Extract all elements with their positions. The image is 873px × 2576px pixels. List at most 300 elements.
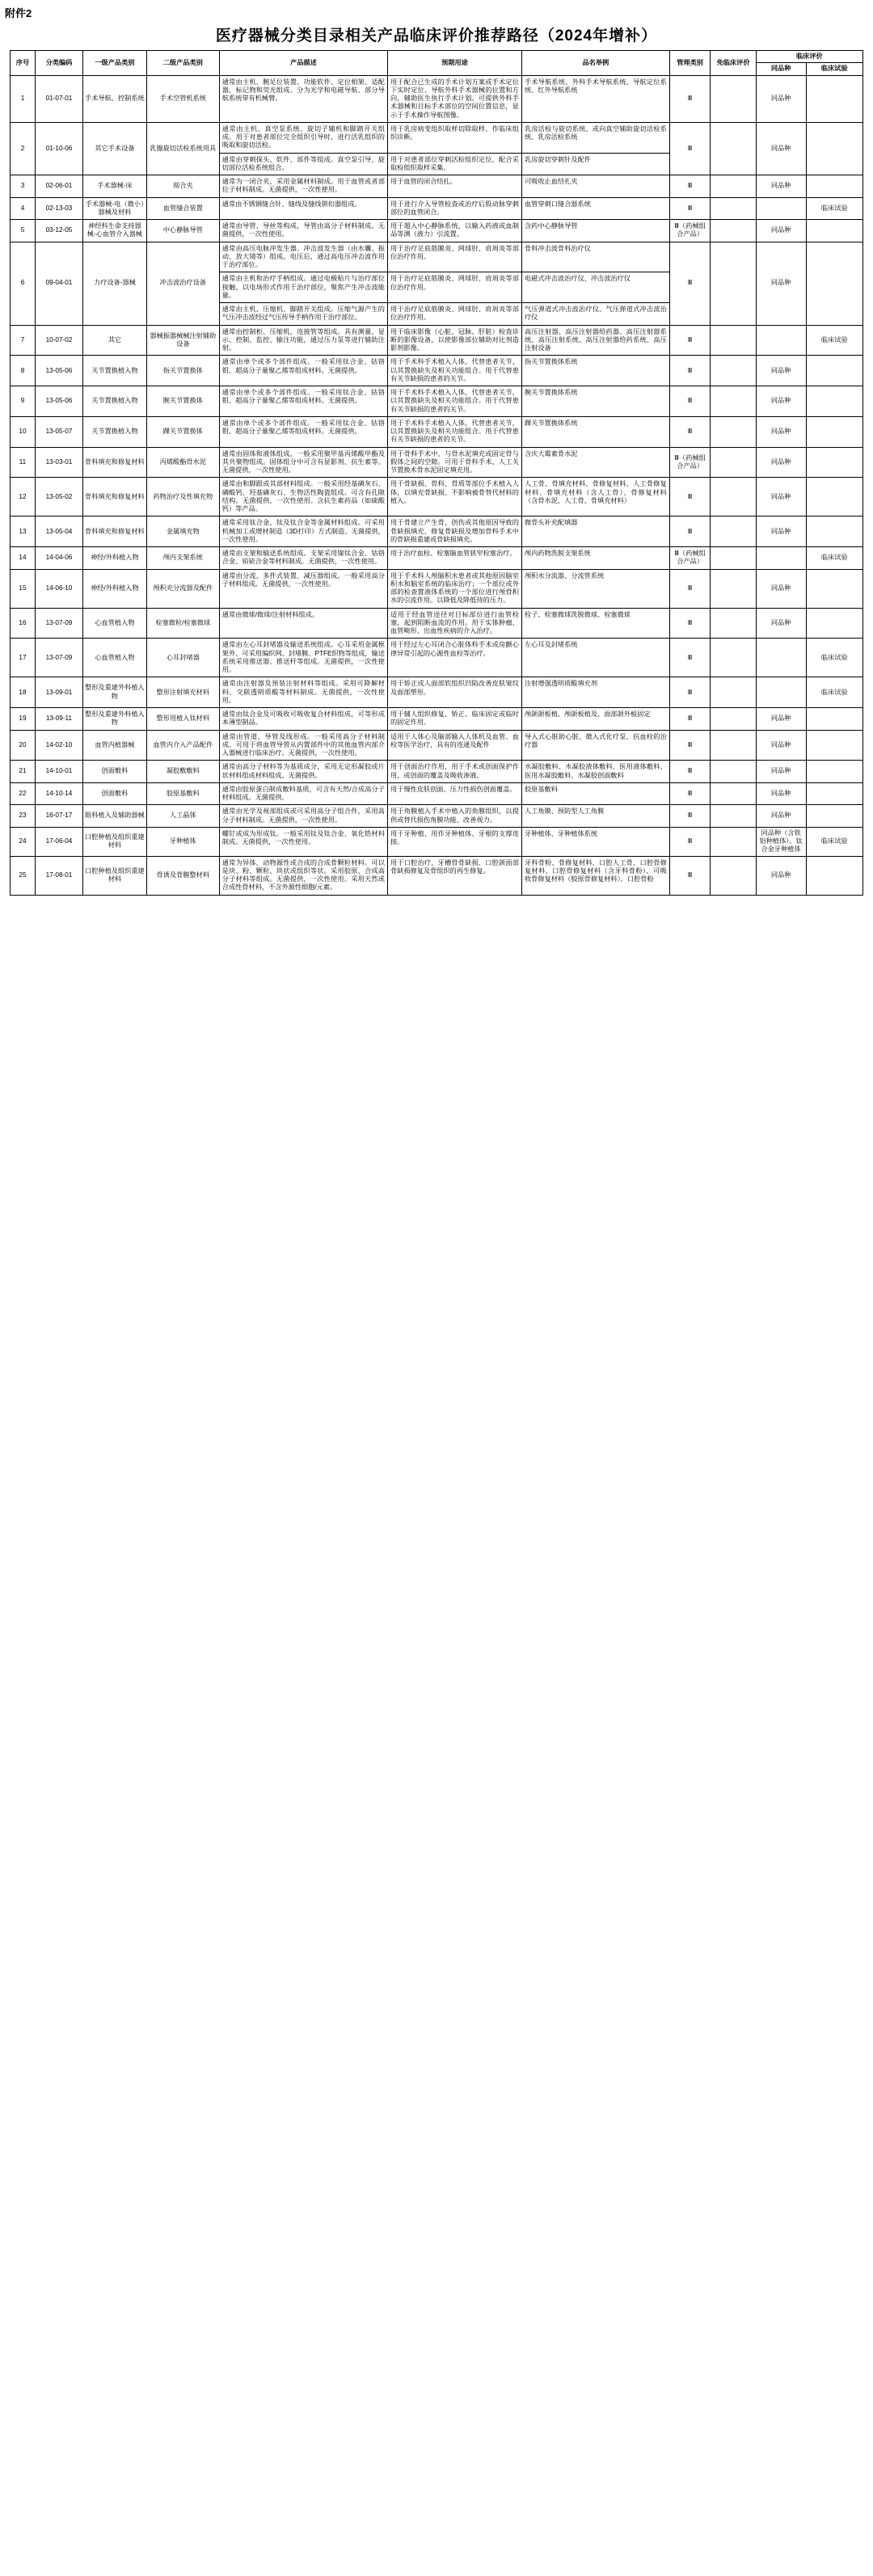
cell-cat2: 器械振器械械注射辅助设备 bbox=[146, 325, 219, 356]
cell-cat1: 关节置换植入物 bbox=[83, 416, 147, 447]
th-desc: 产品描述 bbox=[219, 51, 387, 76]
cell-cat2: 血管缝合装置 bbox=[146, 197, 219, 220]
cell-cat1: 神经/外科植入物 bbox=[83, 547, 147, 570]
cell-class: Ⅲ bbox=[669, 356, 711, 386]
cell-clinical-trial bbox=[806, 608, 862, 639]
cell-pre-clinical bbox=[711, 827, 756, 856]
cell-no: 9 bbox=[11, 386, 36, 417]
cell-class: Ⅲ（药械组合产品） bbox=[669, 547, 711, 570]
table-row bbox=[11, 677, 863, 708]
cell-no: 24 bbox=[11, 827, 36, 856]
cell-class: Ⅲ bbox=[669, 242, 711, 325]
cell-purpose: 用于手术科手术植入人体，代替患者关节，以其置换缺失及相关功能组合。用于代替患有关节缺损的患者的关节。 bbox=[387, 356, 521, 386]
cell-cat2: 腕关节置换体 bbox=[146, 386, 219, 417]
table-row bbox=[11, 608, 863, 639]
cell-no: 1 bbox=[11, 75, 36, 122]
cell-class: Ⅲ（药械组合产品） bbox=[669, 220, 711, 242]
table-row bbox=[11, 122, 863, 153]
cell-no: 5 bbox=[11, 220, 36, 242]
table-body bbox=[11, 75, 863, 895]
cell-desc: 通常由和脚跟或其部材料组成。一般采用经基磷灰石、磷酸钙、羟基磷灰石、生物活性陶瓷组成。可含有孔隙结构。无菌提供，一次性使用。含抗生素药品（如硫酸钙）等产品。 bbox=[219, 478, 387, 516]
cell-purpose: 用于手术科人颅脑积水患者或其他原因脑室积水和脑室系统的临床治疗；一个部位或外部的检查置液体系统的一个部位进行颅骨积水的引流作用。以降低及降低待的压力。 bbox=[387, 569, 521, 608]
cell-pre-clinical bbox=[711, 805, 756, 828]
cell-code: 13-05-04 bbox=[35, 516, 82, 547]
cell-desc: 通常由注射器及预装注射材料等组成。采用可降解材料、交联透明质酸等材料制成。无菌提供，一次性使用。 bbox=[219, 677, 387, 708]
th-pre-clinical: 免临床评价 bbox=[711, 51, 756, 76]
cell-cat2: 金属填充物 bbox=[146, 516, 219, 547]
cell-no: 11 bbox=[11, 447, 36, 478]
cell-pre-clinical bbox=[711, 175, 756, 198]
cell-cat1: 创面敷料 bbox=[83, 782, 147, 805]
cell-no: 8 bbox=[11, 356, 36, 386]
cell-example: 可吸收止血结扎夹 bbox=[521, 175, 669, 198]
cell-pre-clinical bbox=[711, 761, 756, 783]
cell-code: 02-13-03 bbox=[35, 197, 82, 220]
cell-class: Ⅲ bbox=[669, 639, 711, 677]
cell-same-kind: 同品种 bbox=[756, 478, 806, 516]
cell-cat2: 阅合夹 bbox=[146, 175, 219, 198]
cell-example: 乳房旋切穿刺针及配件 bbox=[521, 153, 669, 175]
cell-clinical-trial bbox=[806, 122, 862, 175]
cell-desc: 通常由主机、压缩机、脚踏开关组成。压缩气源产生的气压冲击波经过气压传导手柄作用于治疗部位。 bbox=[219, 303, 387, 326]
cell-code: 03-12-05 bbox=[35, 220, 82, 242]
attachment-label: 附件2 bbox=[5, 7, 32, 19]
cell-clinical-trial bbox=[806, 730, 862, 761]
cell-class: Ⅲ bbox=[669, 608, 711, 639]
cell-same-kind: 同品种 bbox=[756, 856, 806, 895]
th-code: 分类编码 bbox=[35, 51, 82, 76]
cell-desc: 通常由单个或多个部件组成。一般采用钛合金、钴铬钼、超高分子量聚乙烯等组成材料。无菌提供。 bbox=[219, 356, 387, 386]
cell-no: 20 bbox=[11, 730, 36, 761]
cell-class: Ⅲ bbox=[669, 730, 711, 761]
cell-same-kind: 同品种 bbox=[756, 447, 806, 478]
cell-example: 含庆大霉素骨水泥 bbox=[521, 447, 669, 478]
cell-pre-clinical bbox=[711, 75, 756, 122]
cell-class: Ⅲ bbox=[669, 175, 711, 198]
cell-same-kind bbox=[756, 325, 806, 356]
cell-example: 颅积水分流器、分流管系统 bbox=[521, 569, 669, 608]
cell-class: Ⅲ bbox=[669, 569, 711, 608]
cell-cat1: 血管内植器械 bbox=[83, 730, 147, 761]
cell-clinical-trial bbox=[806, 386, 862, 417]
cell-class: Ⅲ bbox=[669, 325, 711, 356]
cell-same-kind: 同品种 bbox=[756, 175, 806, 198]
cell-cat2: 药物治疗及性填充物 bbox=[146, 478, 219, 516]
cell-example: 水凝胶敷料、水凝胶液体敷料、医用液体敷料、医用水凝胶敷料、水凝胶创面敷料 bbox=[521, 761, 669, 783]
cell-cat2: 牙种植体 bbox=[146, 827, 219, 856]
cell-purpose: 用于治疗足底筋膜炎、网球肘、肩周炎等部位治疗作用。 bbox=[387, 272, 521, 303]
cell-clinical-trial bbox=[806, 708, 862, 731]
cell-same-kind: 同品种 bbox=[756, 761, 806, 783]
cell-pre-clinical bbox=[711, 122, 756, 175]
th-clinical-trial: 临床试验 bbox=[806, 63, 862, 75]
cell-class: Ⅲ bbox=[669, 386, 711, 417]
cell-cat1: 骨科填充和修复材料 bbox=[83, 478, 147, 516]
cell-same-kind: 同品种 bbox=[756, 569, 806, 608]
cell-example: 牙科骨粉、骨修复材料、口腔人工骨、口腔骨修复材料、口腔骨修复材料（含牙科骨粉）、可吸收骨修复材料（胶原骨修复材料）、口腔骨粉 bbox=[521, 856, 669, 895]
cell-desc: 通常由主机、腕足位装置、功能软件、定位相架、适配器、标记物和荧光组成。分为光学和电磁导航、部分导航系统带有机械臂。 bbox=[219, 75, 387, 122]
cell-purpose: 用于治疗足底筋膜炎、网球肘、肩周炎等部位治疗作用。 bbox=[387, 242, 521, 272]
table-row bbox=[11, 386, 863, 417]
cell-purpose: 用于手术科手术植入人体，代替患者关节，以其置换缺失及相关功能组合。用于代替患有关节缺损的患者的关节。 bbox=[387, 386, 521, 417]
cell-example: 左心耳及封堵系统 bbox=[521, 639, 669, 677]
cell-no: 17 bbox=[11, 639, 36, 677]
cell-example: 微骨头补充配填器 bbox=[521, 516, 669, 547]
cell-pre-clinical bbox=[711, 856, 756, 895]
cell-clinical-trial bbox=[806, 242, 862, 325]
cell-cat2: 冲击波治疗设备 bbox=[146, 242, 219, 325]
cell-desc: 通常由导管、导丝等构成，导管由高分子材料制成。无菌提供，一次性使用。 bbox=[219, 220, 387, 242]
th-clinical-eval: 临床评价 bbox=[756, 51, 862, 63]
cell-example: 胶原基敷料 bbox=[521, 782, 669, 805]
cell-no: 25 bbox=[11, 856, 36, 895]
cell-example: 导入式心脏助心脏、微入式化疗泵、抗血栓的治疗器 bbox=[521, 730, 669, 761]
cell-no: 3 bbox=[11, 175, 36, 198]
table-row bbox=[11, 75, 863, 122]
cell-cat1: 心血管植入物 bbox=[83, 608, 147, 639]
cell-purpose: 用于骨科手术中，与骨水泥填充或固定骨与假体之间的空隙。可用于骨科手术、人工关节置换术骨水泥固定填充用。 bbox=[387, 447, 521, 478]
cell-cat1: 创面敷料 bbox=[83, 761, 147, 783]
cell-cat1: 整形及重建外科植入物 bbox=[83, 677, 147, 708]
cell-purpose: 用于牙种植、用作牙种植体、牙根的支撑连接。 bbox=[387, 827, 521, 856]
cell-code: 14-02-10 bbox=[35, 730, 82, 761]
cell-purpose: 用于治疗血栓、栓塞脑血管狭窄栓塞治疗。 bbox=[387, 547, 521, 570]
cell-purpose: 用于骨缺损、骨科、骨质等部位手术植入人体，以填充骨缺损、不影响被骨替代材料的植入。 bbox=[387, 478, 521, 516]
cell-same-kind bbox=[756, 197, 806, 220]
cell-code: 13-05-06 bbox=[35, 356, 82, 386]
cell-clinical-trial: 临床试验 bbox=[806, 197, 862, 220]
cell-desc: 通常由单个或多个部件组成。一般采用钛合金、钴铬钼、超高分子量聚乙烯等组成材料。无菌提供。 bbox=[219, 416, 387, 447]
cell-example: 乳房活检与旋切系统、或向真空辅助旋切活检系统、乳房活检系统 bbox=[521, 122, 669, 153]
cell-clinical-trial: 临床试验 bbox=[806, 325, 862, 356]
cell-pre-clinical bbox=[711, 516, 756, 547]
cell-code: 14-04-06 bbox=[35, 547, 82, 570]
cell-class: Ⅲ bbox=[669, 416, 711, 447]
cell-cat2: 颅内支架系统 bbox=[146, 547, 219, 570]
document-page bbox=[0, 5, 873, 2576]
cell-example: 骨科冲击波骨科治疗仪 bbox=[521, 242, 669, 272]
cell-cat1: 骨科填充和修复材料 bbox=[83, 447, 147, 478]
cell-code: 13-07-09 bbox=[35, 639, 82, 677]
cell-same-kind: 同品种 bbox=[756, 782, 806, 805]
cell-no: 23 bbox=[11, 805, 36, 828]
cell-desc: 通常由主机和治疗手柄组成。通过电极贴片与治疗部位接触，以电场形式作用于治疗部位，聚焦产生冲击波能量。 bbox=[219, 272, 387, 303]
cell-clinical-trial: 临床试验 bbox=[806, 547, 862, 570]
cell-clinical-trial bbox=[806, 478, 862, 516]
cell-cat1: 关节置换植入物 bbox=[83, 386, 147, 417]
cell-purpose: 用于配合已生成的手术计划方案或手术定位下实时定位、导航外科手术器械的位置和方向，辅助医生执行手术计划。可提供外科手术器械和目标手术部位的空间位置信息，显示于手术操作导航图像。 bbox=[387, 75, 521, 122]
page-title: 医疗器械分类目录相关产品临床评价推荐路径（2024年增补） bbox=[215, 27, 658, 44]
cell-cat2: 中心静脉导管 bbox=[146, 220, 219, 242]
cell-cat1: 手术器械-电（微小）器械及材料 bbox=[83, 197, 147, 220]
th-no: 序号 bbox=[11, 51, 36, 76]
cell-code: 13-05-06 bbox=[35, 386, 82, 417]
cell-pre-clinical bbox=[711, 356, 756, 386]
cell-no: 18 bbox=[11, 677, 36, 708]
cell-cat1: 其它手术设备 bbox=[83, 122, 147, 175]
cell-example: 手术导航系统、外科手术导航系统、导航定位系统、红外导航系统 bbox=[521, 75, 669, 122]
cell-cat2: 人工晶体 bbox=[146, 805, 219, 828]
cell-desc: 通常由胶原蛋白制成敷料基质，可含有天然/合成高分子材料组成。无菌提供。 bbox=[219, 782, 387, 805]
cell-cat1: 神经/外科植入物 bbox=[83, 569, 147, 608]
cell-desc: 通常由管道、导管及线形成。一般采用高分子材料制成。可用于将血管导管从内置部件中的其他血管内部介入器械进行临床治疗。无菌提供，一次性使用。 bbox=[219, 730, 387, 761]
cell-example: 含药中心静脉导管 bbox=[521, 220, 669, 242]
cell-class: Ⅲ bbox=[669, 516, 711, 547]
table-row bbox=[11, 569, 863, 608]
cell-desc: 通常由光学及视部组成或可采用高分子组合件，采用高分子材料制成。无菌提供，一次性使用。 bbox=[219, 805, 387, 828]
cell-purpose: 用于骨建立产生骨，创伤或其他原因导致的骨缺损填充、修复骨缺损及增加骨科手术中的骨缺损重建或骨缺损填充。 bbox=[387, 516, 521, 547]
cell-same-kind: 同品种 bbox=[756, 122, 806, 175]
cell-cat2: 整形注射填充材料 bbox=[146, 677, 219, 708]
cell-code: 13-03-01 bbox=[35, 447, 82, 478]
cell-cat2: 丙烯酸酯骨水泥 bbox=[146, 447, 219, 478]
cell-cat2: 整形用植入钛材料 bbox=[146, 708, 219, 731]
cell-code: 16-07-17 bbox=[35, 805, 82, 828]
cell-cat1: 口腔种植及组织重建材料 bbox=[83, 827, 147, 856]
cell-class: Ⅲ bbox=[669, 75, 711, 122]
cell-code: 13-05-02 bbox=[35, 478, 82, 516]
cell-clinical-trial bbox=[806, 220, 862, 242]
cell-desc: 通常由支架和输送系统组成。支架采用镍钛合金、钴铬合金、铂铱合金等材料制成。无菌提供，一次性使用。 bbox=[219, 547, 387, 570]
cell-code: 13-09-01 bbox=[35, 677, 82, 708]
cell-pre-clinical bbox=[711, 447, 756, 478]
cell-clinical-trial bbox=[806, 782, 862, 805]
cell-cat1: 其它 bbox=[83, 325, 147, 356]
cell-clinical-trial bbox=[806, 856, 862, 895]
cell-code: 13-07-09 bbox=[35, 608, 82, 639]
cell-cat2: 凝胶敷敷料 bbox=[146, 761, 219, 783]
cell-same-kind bbox=[756, 639, 806, 677]
cell-no: 10 bbox=[11, 416, 36, 447]
cell-desc: 螺钉或成为形成钛。一般采用钛及钛合金、氧化锆材料制成。无菌提供，一次性使用。 bbox=[219, 827, 387, 856]
cell-example: 高压注射器、高压注射器给药器、高压注射器系统、高压注射系统、高压注射器给药系统、高压注射设备 bbox=[521, 325, 669, 356]
cell-example: 颅内药物洗脱支架系统 bbox=[521, 547, 669, 570]
cell-pre-clinical bbox=[711, 569, 756, 608]
cell-purpose: 用于手术科手术植入人体，代替患者关节，以其置换缺失及相关功能组合。用于代替患有关节缺损的患者的关节。 bbox=[387, 416, 521, 447]
cell-pre-clinical bbox=[711, 730, 756, 761]
cell-same-kind: 同品种 bbox=[756, 516, 806, 547]
cell-code: 01-10-06 bbox=[35, 122, 82, 175]
cell-class: Ⅲ bbox=[669, 782, 711, 805]
th-purpose: 预期用途 bbox=[387, 51, 521, 76]
cell-example: 人工骨、骨填充材料、骨修复材料、人工骨修复材料、骨填充材料（含人工骨）、骨修复材料（含骨水泥、人工骨、骨填充材料） bbox=[521, 478, 669, 516]
cell-same-kind: 同品种 bbox=[756, 356, 806, 386]
cell-desc: 通常由分流、多件式装置、减压器组成。一般采用高分子材料组成。无菌提供，一次性使用。 bbox=[219, 569, 387, 608]
cell-cat1: 口腔种植及组织重建材料 bbox=[83, 856, 147, 895]
cell-same-kind: 同品种 bbox=[756, 608, 806, 639]
cell-pre-clinical bbox=[711, 386, 756, 417]
cell-purpose: 用于角膜植入手术中植入的角膜组织，以提供或替代损伤角膜功能、改善视力。 bbox=[387, 805, 521, 828]
cell-example: 气压弹道式冲击波治疗仪、气压弹道式冲击波治疗仪 bbox=[521, 303, 669, 326]
cell-clinical-trial bbox=[806, 416, 862, 447]
cell-example: 注射增强透明质酸填充剂 bbox=[521, 677, 669, 708]
cell-example: 腕关节置换体系统 bbox=[521, 386, 669, 417]
cell-purpose: 用于乳房病变组织取样切除取样、作临床组织诊断。 bbox=[387, 122, 521, 153]
table-row bbox=[11, 782, 863, 805]
cell-cat2: 胶原基敷料 bbox=[146, 782, 219, 805]
cell-pre-clinical bbox=[711, 782, 756, 805]
cell-pre-clinical bbox=[711, 416, 756, 447]
cell-no: 6 bbox=[11, 242, 36, 325]
cell-pre-clinical bbox=[711, 325, 756, 356]
cell-example: 血管穿刺口缝合器系统 bbox=[521, 197, 669, 220]
cell-code: 10-07-02 bbox=[35, 325, 82, 356]
cell-cat1: 骨科填充和修复材料 bbox=[83, 516, 147, 547]
table-row bbox=[11, 730, 863, 761]
cell-clinical-trial bbox=[806, 447, 862, 478]
cell-code: 17-08-01 bbox=[35, 856, 82, 895]
cell-pre-clinical bbox=[711, 708, 756, 731]
cell-same-kind bbox=[756, 677, 806, 708]
cell-code: 02-06-01 bbox=[35, 175, 82, 198]
cell-cat2: 栓塞微粒/栓塞微球 bbox=[146, 608, 219, 639]
cell-desc: 通常由穿刺探头、软件、部件等组成。真空泵引导、旋切部位活检系统组合。 bbox=[219, 153, 387, 175]
cell-pre-clinical bbox=[711, 639, 756, 677]
cell-code: 14-10-14 bbox=[35, 782, 82, 805]
th-cat1: 一级产品类别 bbox=[83, 51, 147, 76]
cell-desc: 通常为异体、动物源性或合成的合成骨颗粒材料。可以是块、粉、颗粒、块状或组织等状。采用胶原、合成高分子材料等组成。无菌提供，一次性使用。采用天然或合成性骨材料，不含外源性细胞/元素。 bbox=[219, 856, 387, 895]
cell-cat1: 整形及重建外科植入物 bbox=[83, 708, 147, 731]
cell-purpose: 适用于经血管途径对目标部位进行血管栓塞，起到阻断血流的作用。用于实体肿瘤、血管畸形、出血性疾病的介入治疗。 bbox=[387, 608, 521, 639]
cell-desc: 通常由固体和液体组成，一般采用聚甲基丙烯酸甲酯及其共聚物组成。固体组分中可含有显影剂、抗生素等。无菌提供，一次性使用。 bbox=[219, 447, 387, 478]
cell-pre-clinical bbox=[711, 608, 756, 639]
cell-same-kind: 同品种 bbox=[756, 805, 806, 828]
cell-example: 踝关节置换体系统 bbox=[521, 416, 669, 447]
cell-desc: 通常为一闭合夹，采用金属材料制成。用于血管或者部位子材料制成。无菌提供，一次性使用。 bbox=[219, 175, 387, 198]
cell-no: 21 bbox=[11, 761, 36, 783]
cell-no: 2 bbox=[11, 122, 36, 175]
cell-same-kind: 同品种 bbox=[756, 730, 806, 761]
cell-example: 牙种植体、牙种植体系统 bbox=[521, 827, 669, 856]
cell-cat1: 眼科植入及辅助器械 bbox=[83, 805, 147, 828]
cell-pre-clinical bbox=[711, 478, 756, 516]
cell-code: 01-07-01 bbox=[35, 75, 82, 122]
cell-cat2: 心耳封堵器 bbox=[146, 639, 219, 677]
cell-example: 颅颌颌板植、颅颌板植及、面部颌外板固定 bbox=[521, 708, 669, 731]
cell-code: 17-06-04 bbox=[35, 827, 82, 856]
cell-class: Ⅲ bbox=[669, 708, 711, 731]
cell-desc: 通常由钛合金及可吸收可吸收复合材料组成，可等形成本薄型制品。 bbox=[219, 708, 387, 731]
th-same-kind: 同品种 bbox=[756, 63, 806, 75]
cell-desc: 通常由单个或多个部件组成。一般采用钛合金、钴铬钼、超高分子量聚乙烯等组成材料。无菌提供。 bbox=[219, 386, 387, 417]
cell-cat2: 手术空管机系统 bbox=[146, 75, 219, 122]
cell-no: 7 bbox=[11, 325, 36, 356]
cell-pre-clinical bbox=[711, 197, 756, 220]
cell-no: 13 bbox=[11, 516, 36, 547]
cell-same-kind bbox=[756, 547, 806, 570]
cell-class: Ⅲ bbox=[669, 197, 711, 220]
cell-clinical-trial bbox=[806, 569, 862, 608]
table-row bbox=[11, 805, 863, 828]
cell-example: 人工角膜、预防型人工角膜 bbox=[521, 805, 669, 828]
cell-no: 12 bbox=[11, 478, 36, 516]
classification-table bbox=[10, 50, 863, 896]
cell-cat2: 颅积充分流器及配件 bbox=[146, 569, 219, 608]
table-row bbox=[11, 325, 863, 356]
cell-clinical-trial: 临床试验 bbox=[806, 639, 862, 677]
cell-desc: 通常由高压电脉冲发生器、冲击波发生器（由水囊、振动、放大镜等）组成。电压后，通过高电压冲击波作用于治疗部位。 bbox=[219, 242, 387, 272]
cell-cat1: 心血管植入物 bbox=[83, 639, 147, 677]
cell-purpose: 用于创面治疗作用，用于手术或创面保护作用，或创面的覆盖及吸收渗液。 bbox=[387, 761, 521, 783]
cell-code: 13-09-11 bbox=[35, 708, 82, 731]
cell-no: 22 bbox=[11, 782, 36, 805]
cell-cat1: 力疗设备-器械 bbox=[83, 242, 147, 325]
cell-pre-clinical bbox=[711, 220, 756, 242]
cell-purpose: 用于矫正成人面部软组织凹陷改善皮肤皱纹及面部塑形。 bbox=[387, 677, 521, 708]
table-header-row bbox=[11, 51, 863, 63]
cell-class: Ⅲ bbox=[669, 478, 711, 516]
cell-purpose: 用于超入中心静脉系统，以输入药液或血制品等测（液力）引流置。 bbox=[387, 220, 521, 242]
cell-clinical-trial bbox=[806, 356, 862, 386]
cell-cat2: 骨诱及骨膜整材料 bbox=[146, 856, 219, 895]
cell-purpose: 用于经过左心耳闭合心脏体科手术或房颤心律异常引起的心源性血栓等治疗。 bbox=[387, 639, 521, 677]
cell-pre-clinical bbox=[711, 547, 756, 570]
table-row bbox=[11, 856, 863, 895]
cell-clinical-trial bbox=[806, 516, 862, 547]
cell-class: Ⅲ bbox=[669, 677, 711, 708]
cell-same-kind: 同品种 bbox=[756, 75, 806, 122]
cell-clinical-trial bbox=[806, 761, 862, 783]
table-row bbox=[11, 242, 863, 272]
cell-example: 栓子、栓塞微球洗脱微球、栓塞微球 bbox=[521, 608, 669, 639]
cell-desc: 通常由控制柜、压缩机、连接管等组成。具有测量、显示、控制、监控、输注功能，通过压力泵等进行辅助注射。 bbox=[219, 325, 387, 356]
cell-cat1: 神经科生命支持器械-心血管介入器械 bbox=[83, 220, 147, 242]
cell-code: 09-04-01 bbox=[35, 242, 82, 325]
cell-same-kind: 同品种 bbox=[756, 416, 806, 447]
cell-desc: 通常采用钛合金、钛及钛合金等金属材料组成。可采用机械加工或增材制造（3D打印）方式制造。无菌提供，一次性使用。 bbox=[219, 516, 387, 547]
cell-example: 指关节置换体系统 bbox=[521, 356, 669, 386]
th-class: 管理类别 bbox=[669, 51, 711, 76]
table-row bbox=[11, 220, 863, 242]
cell-cat1: 手术器械-床 bbox=[83, 175, 147, 198]
cell-cat2: 血管内介入产品配件 bbox=[146, 730, 219, 761]
cell-purpose: 用于辅人组织修复、矫正、临床固定或临时的固定作用。 bbox=[387, 708, 521, 731]
cell-same-kind: 同品种 bbox=[756, 242, 806, 325]
cell-desc: 通常由主机、真空泵系统、旋切子辅机和脚踏开关组成。用于对患者部位完全组织引导时，进行活乳组织的吸取和旋切活检。 bbox=[219, 122, 387, 153]
cell-purpose: 用于进行介入导管检查或治疗后股动脉穿刺部位的血管闭合。 bbox=[387, 197, 521, 220]
cell-class: Ⅲ（药械组合产品） bbox=[669, 447, 711, 478]
cell-purpose: 用于血管的闭合结扎。 bbox=[387, 175, 521, 198]
cell-same-kind: 同品种 bbox=[756, 708, 806, 731]
th-cat2: 二级产品类别 bbox=[146, 51, 219, 76]
cell-code: 14-10-01 bbox=[35, 761, 82, 783]
cell-clinical-trial bbox=[806, 805, 862, 828]
cell-purpose: 用于对患者部位穿刺活检组织定位，配合采取检组织取样采集。 bbox=[387, 153, 521, 175]
cell-cat2: 指关节置换体 bbox=[146, 356, 219, 386]
cell-no: 4 bbox=[11, 197, 36, 220]
table-row bbox=[11, 708, 863, 731]
cell-purpose: 适用于人体心及脑部输入人体机及血管、血栓等医学治疗，具有的连通及配件 bbox=[387, 730, 521, 761]
cell-code: 13-05-07 bbox=[35, 416, 82, 447]
cell-class: Ⅲ bbox=[669, 122, 711, 175]
cell-clinical-trial: 临床试验 bbox=[806, 827, 862, 856]
cell-code: 14-06-10 bbox=[35, 569, 82, 608]
cell-no: 14 bbox=[11, 547, 36, 570]
cell-no: 19 bbox=[11, 708, 36, 731]
cell-desc: 通常由微球/微球/注射材料组成。 bbox=[219, 608, 387, 639]
cell-class: Ⅲ bbox=[669, 856, 711, 895]
table-row bbox=[11, 416, 863, 447]
cell-no: 16 bbox=[11, 608, 36, 639]
cell-cat2: 乳腺旋切活检系统用具 bbox=[146, 122, 219, 175]
table-row bbox=[11, 447, 863, 478]
table-row bbox=[11, 639, 863, 677]
cell-pre-clinical bbox=[711, 242, 756, 325]
table-row bbox=[11, 356, 863, 386]
cell-class: Ⅲ bbox=[669, 761, 711, 783]
cell-same-kind: 同品种（含铁铅种植体）、钛合金牙种植体 bbox=[756, 827, 806, 856]
table-row bbox=[11, 478, 863, 516]
